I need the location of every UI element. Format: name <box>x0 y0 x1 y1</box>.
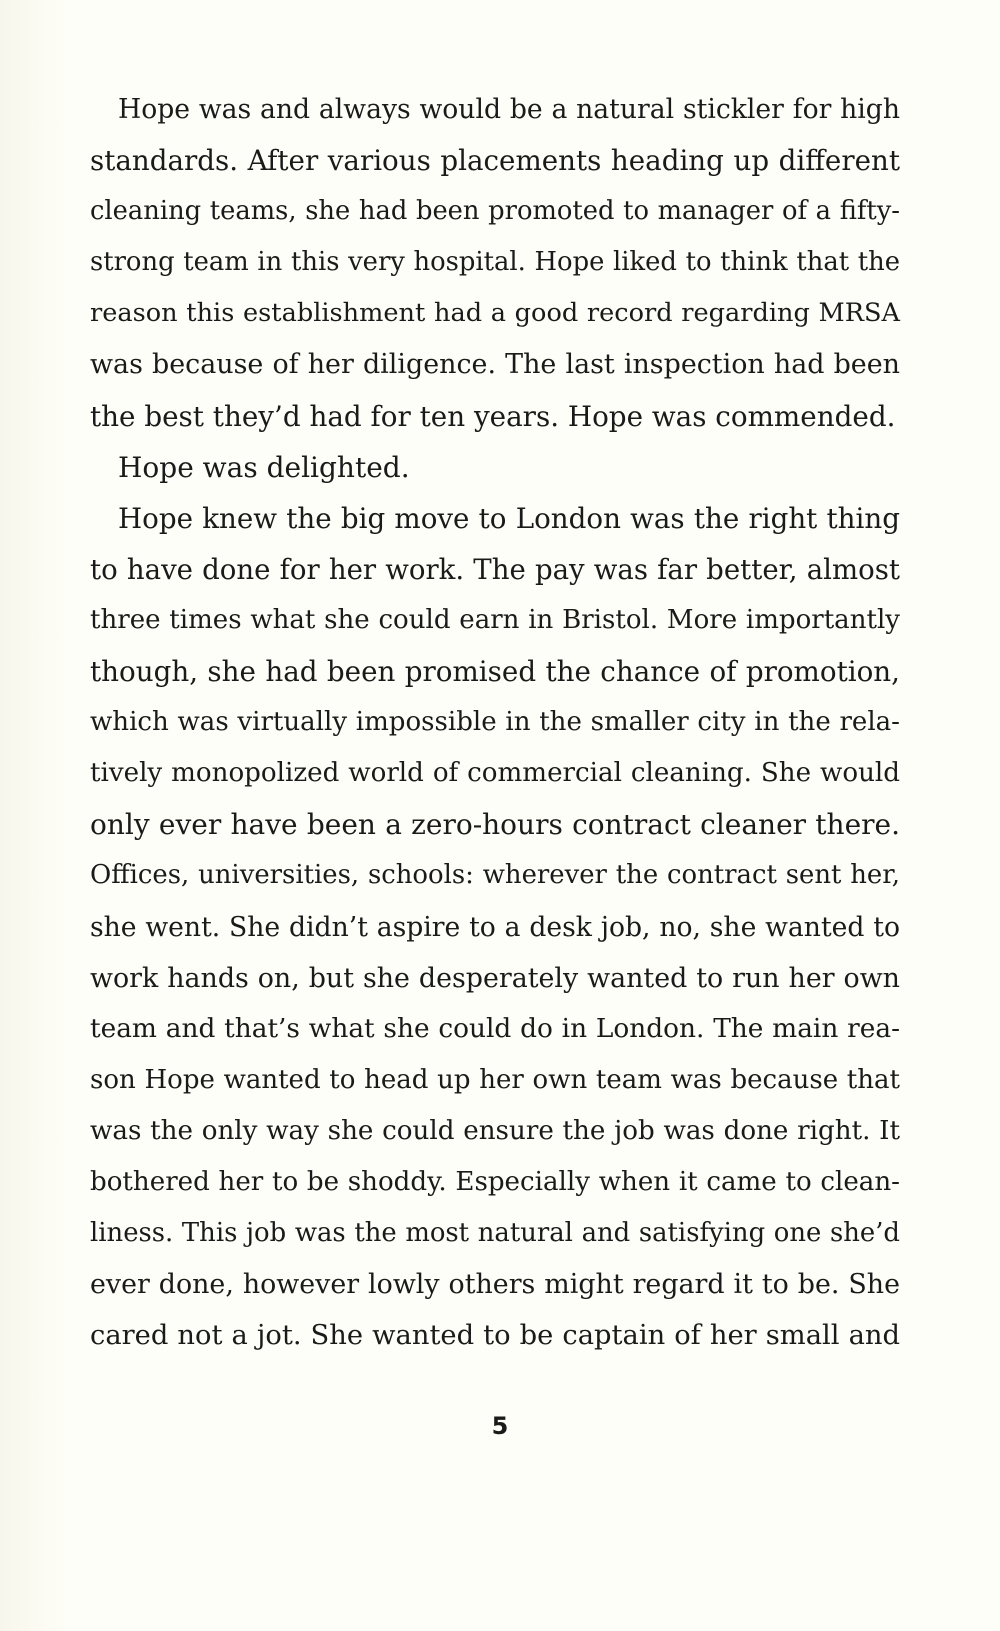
text-line: liness. This job was the most natural and satisfying one she’d <box>90 1218 900 1249</box>
text-line: though, she had been promised the chance of promotion, <box>90 655 900 689</box>
page-gutter-shadow <box>0 0 70 1631</box>
text-line: tively monopolized world of commercial cleaning. She would <box>90 758 900 789</box>
text-line: was because of her diligence. The last inspection had been <box>90 349 900 381</box>
text-line: son Hope wanted to head up her own team was because that <box>90 1064 900 1095</box>
text-line: only ever have been a zero-hours contract cleaner there. <box>90 808 900 842</box>
text-line: three times what she could earn in Bristol. More importantly <box>90 604 900 635</box>
text-line: cleaning teams, she had been promoted to manager of a fifty- <box>90 196 900 227</box>
text-line: reason this establishment had a good record regarding MRSA <box>90 298 900 329</box>
text-line: work hands on, but she desperately wanted to run her own <box>90 962 900 994</box>
page-number: 5 <box>491 1412 509 1440</box>
text-line: standards. After various placements heading up different <box>90 144 900 178</box>
text-line: Offices, universities, schools: wherever the contract sent her, <box>90 860 900 891</box>
text-line: Hope was and always would be a natural stickler for high <box>118 94 900 125</box>
text-line: to have done for her work. The pay was far better, almost <box>90 552 900 586</box>
text-line: was the only way she could ensure the job was done right. It <box>90 1115 900 1146</box>
text-line: bothered her to be shoddy. Especially when it came to clean- <box>90 1166 900 1197</box>
text-line: she went. She didn’t aspire to a desk job, no, she wanted to <box>90 911 900 943</box>
text-line: the best they’d had for ten years. Hope was commended. <box>90 399 896 433</box>
text-line: Hope was delighted. <box>118 450 410 484</box>
text-line: ever done, however lowly others might regard it to be. She <box>90 1269 900 1301</box>
text-line: Hope knew the big move to London was the right thing <box>118 501 900 535</box>
text-line: cared not a jot. She wanted to be captain of her small and <box>90 1320 900 1352</box>
text-line: strong team in this very hospital. Hope liked to think that the <box>90 247 900 278</box>
text-line: team and that’s what she could do in London. The main rea- <box>90 1013 900 1044</box>
body-text <box>90 84 900 1361</box>
text-line: which was virtually impossible in the smaller city in the rela- <box>90 707 900 738</box>
